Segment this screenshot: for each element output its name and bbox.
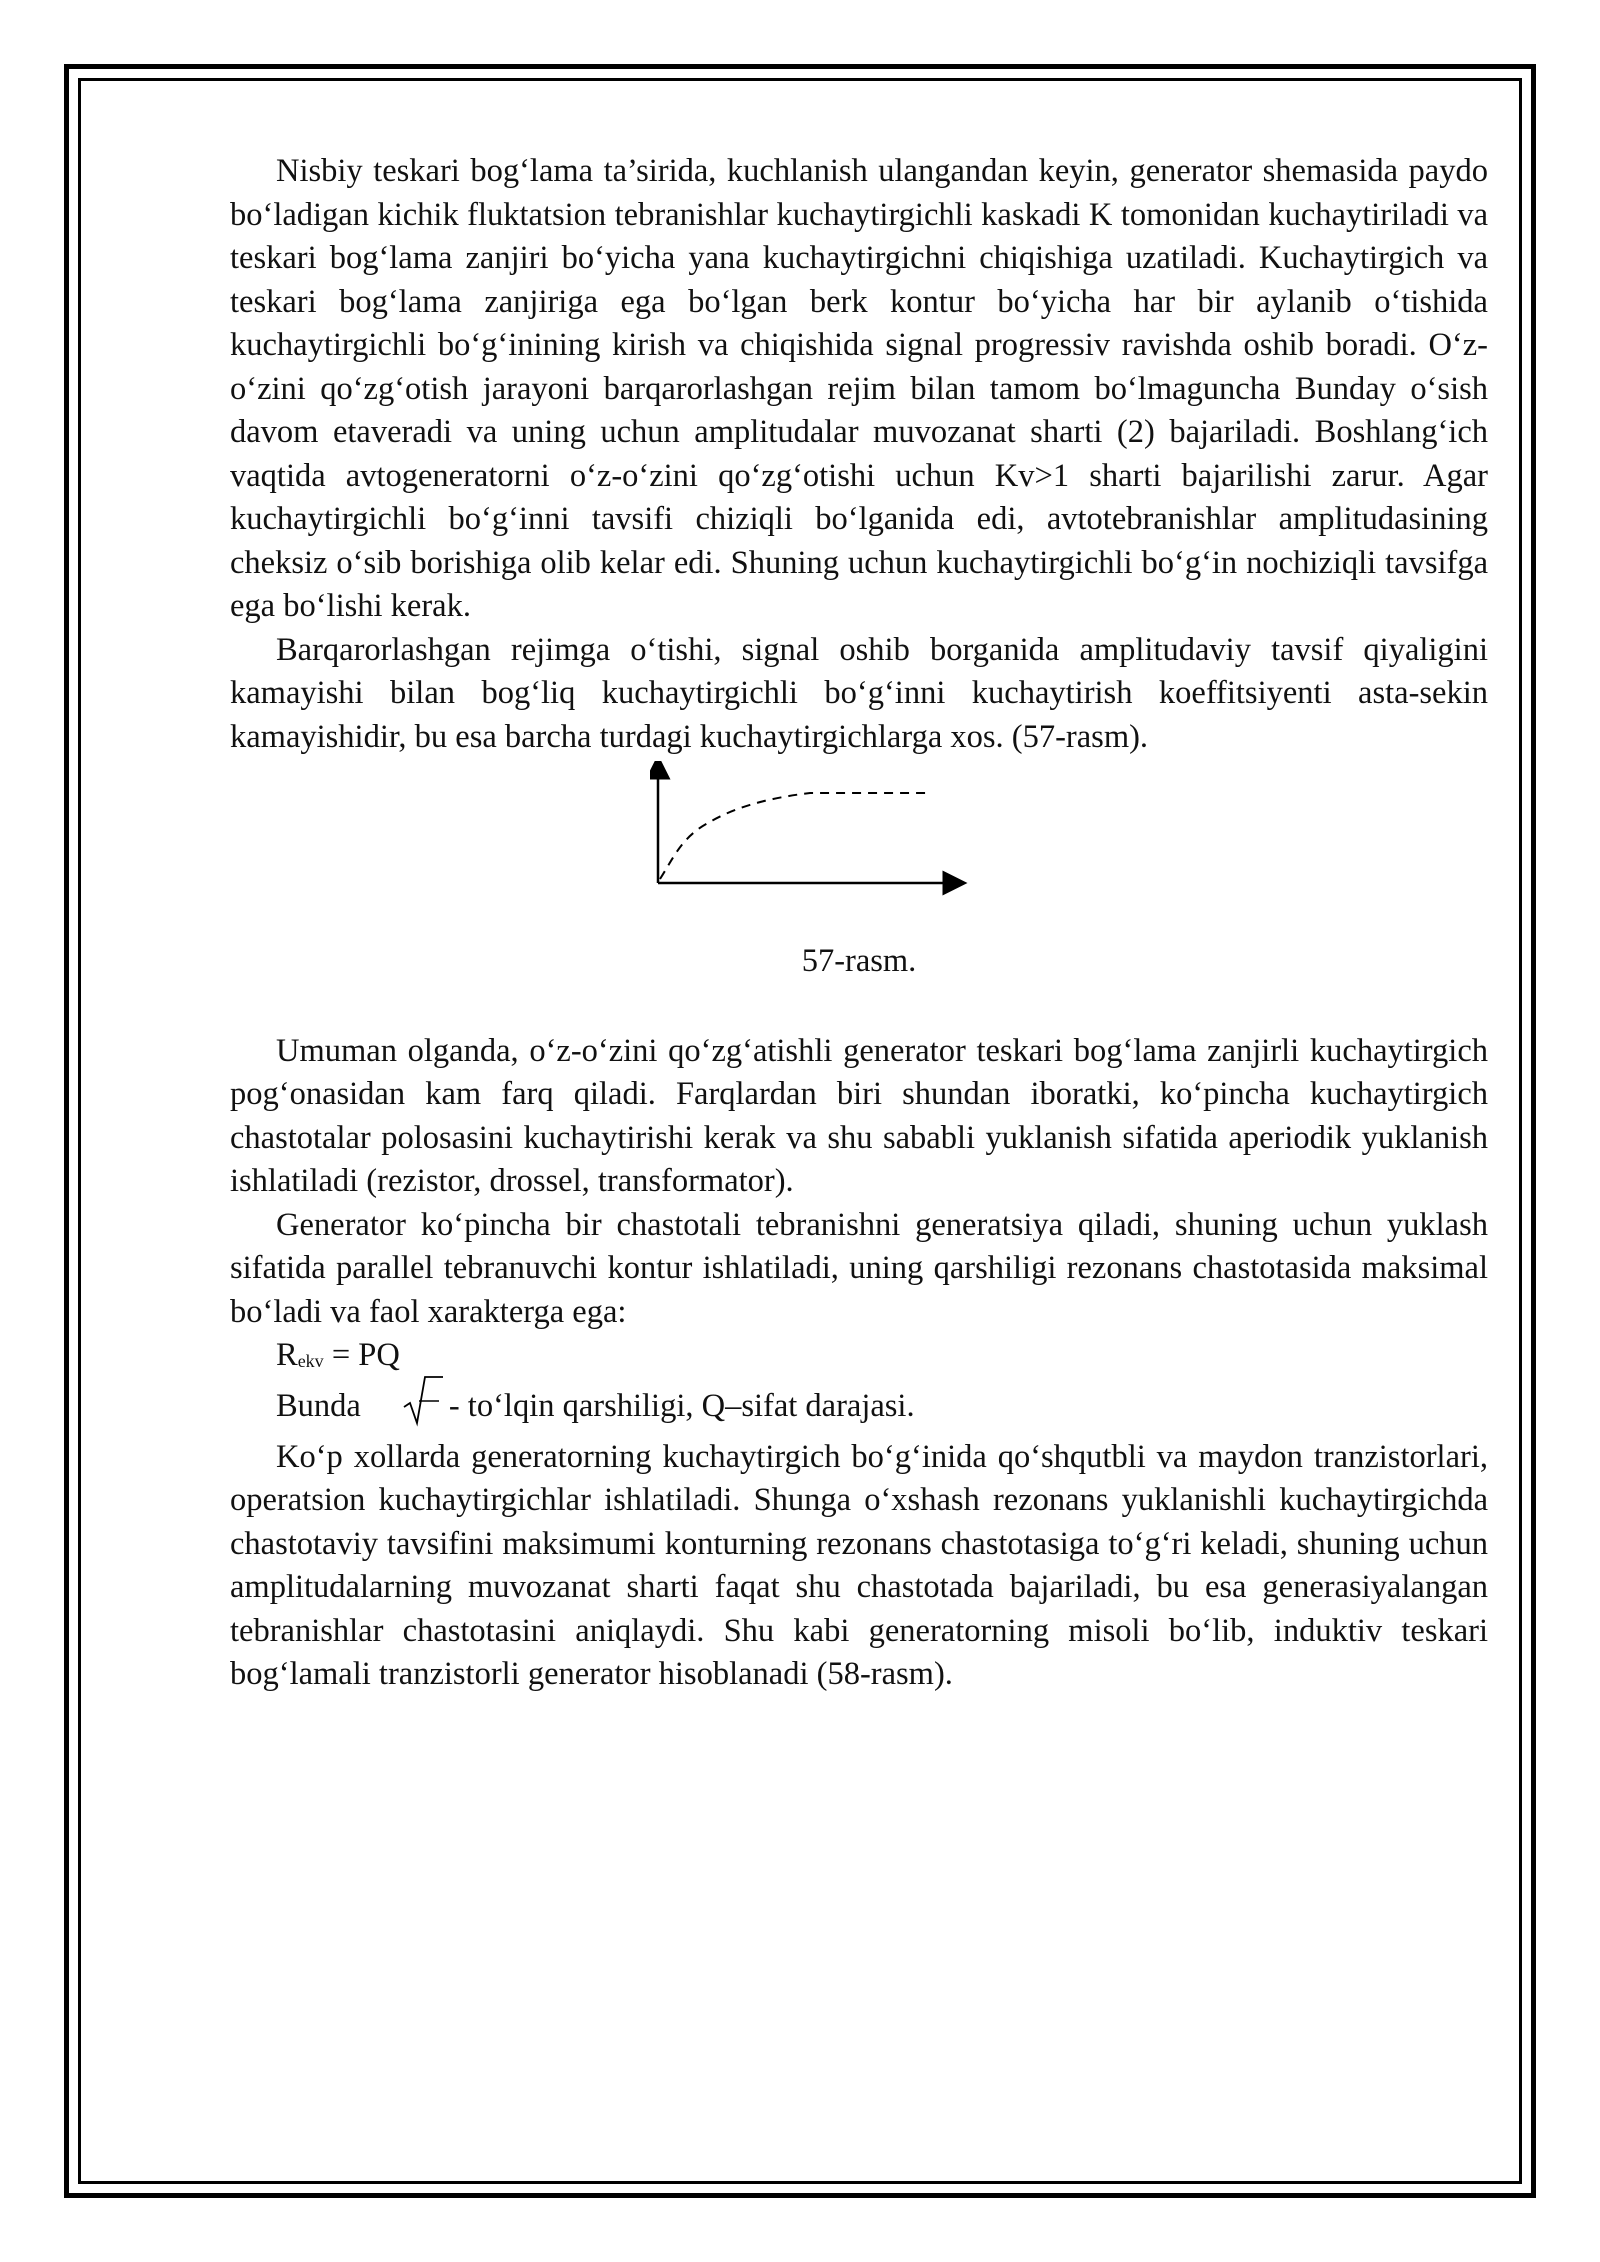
paragraph-2: Barqarorlashgan rejimga o‘tishi, signal oshib borganida amplitudaviy tavsif qiyaligini kamayishi bilan bog‘liq kuchaytirgichli bo‘g‘inni kuchaytirish koeffitsiyenti asta-sekin kamayishidir, bu esa barcha turdagi kuchaytirgichlarga xos. (57-rasm). [230, 631, 1488, 755]
paragraph-1: Nisbiy teskari bog‘lama ta’sirida, kuchlanish ulangandan keyin, generator shemasida paydo bo‘ladigan kichik fluktatsion tebranishlar kuchaytirgichli kaskadi K tomonidan kuchaytiriladi va teskari bog‘lama zanjiri bo‘yicha yana kuchaytirgichni chiqishiga uzatiladi. Kuchaytirgich va teskari bog‘lama zanjiriga ega bo‘lgan berk kontur bo‘yicha har bir aylanib o‘tishida kuchaytirgichli bo‘g‘inining kirish va chiqishida signal progressiv ravishda oshib boradi. O‘z-o‘zini qo‘zg‘otish jarayoni barqarorlashgan rejim bilan tamom bo‘lmaguncha Bunday o‘sish davom etaveradi va uning uchun amplitudalar muvozanat sharti (2) bajariladi. Boshlang‘ich vaqtida avtogeneratorni o‘z-o‘zini qo‘zg‘otishi uchun Kv>1 sharti bajarilishi zarur. Agar kuchaytirgichli bo‘g‘inni tavsifi chiziqli bo‘lganida edi, avtotebranishlar amplitudasining cheksiz o‘sib borishiga olib kelar edi. Shuning uchun kuchaytirgichli bo‘g‘in nochiziqli tavsifga ega bo‘lishi kerak. [230, 153, 1488, 624]
formula-r-subscript: ekv [297, 1351, 324, 1371]
bunda-word: Bunda [276, 1387, 361, 1424]
figure-caption: 57-rasm. [801, 943, 917, 979]
formula-rekv [230, 1334, 1488, 1378]
paragraph-5: Ko‘p xollarda generatorning kuchaytirgich bo‘g‘inida qo‘shqutbli va maydon tranzistorlari, operatsion kuchaytirgichlar ishlatiladi. Shunga o‘xshash rezonans yuklanishli kuchaytirgichda chastotaviy tavsifini maksimumi konturning rezonans chastotasiga to‘g‘ri keladi, shuning uchun amplitudalarning muvozanat sharti faqat shu chastotada bajariladi, bu esa generasiyalangan tebranishlar chastotasini aniqlaydi. Shu kabi generatorning misoli bo‘lib, induktiv teskari bog‘lamali tranzistorli generator hisoblanadi (58-rasm). [230, 1438, 1488, 1692]
amplitude-saturation-curve [650, 761, 970, 901]
formula-rhs: = PQ [323, 1337, 400, 1373]
square-root-icon [403, 1373, 443, 1440]
paragraph-4: Generator ko‘pincha bir chastotali tebranishni generatsiya qiladi, shuning uchun yuklash sifatida parallel tebranuvchi kontur ishlatiladi, uning qarshiligi rezonans chastotasida maksimal bo‘ladi va faol xarakterga ega: [230, 1206, 1488, 1330]
formula-r: R [276, 1337, 298, 1373]
bunda-line [230, 1378, 1488, 1436]
bunda-text: - to‘lqin qarshiligi, Q–sifat darajasi. [448, 1387, 915, 1424]
saturation-curve [660, 793, 930, 879]
page-content [230, 150, 1488, 1697]
figure-57 [230, 761, 1488, 936]
paragraph-3: Umuman olganda, o‘z-o‘zini qo‘zg‘atishli generator teskari bog‘lama zanjirli kuchaytirgich pog‘onasidan kam farq qiladi. Farqlardan biri shundan iboratki, ko‘pincha kuchaytirgich chastotalar polosasini kuchaytirishi kerak va shu sababli yuklanish sifatida aperiodik yuklanish ishlatiladi (rezistor, drossel, transformator). [230, 1032, 1488, 1199]
